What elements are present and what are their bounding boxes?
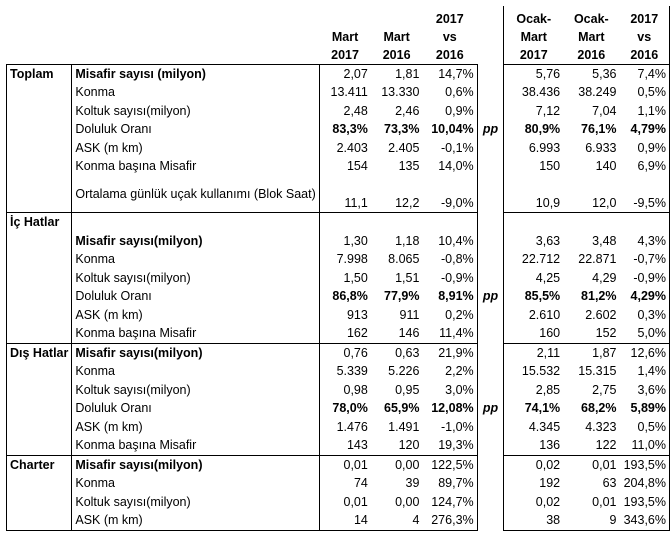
value-change-monthly: 12,08% [422, 399, 477, 418]
row-label: Doluluk Oranı [75, 122, 152, 137]
row-label: Misafir sayısı (milyon) [72, 64, 319, 83]
header-line: 2017 [630, 11, 659, 26]
value-mart-2017: 74 [319, 474, 371, 493]
header-mart-2016 [371, 6, 423, 64]
value-ocak-mart-2017: 38.436 [504, 83, 563, 102]
table-row [7, 269, 670, 288]
header-line: Mart [520, 29, 547, 44]
value-mart-2016: 0,00 [395, 494, 420, 509]
table-row [7, 511, 670, 530]
section-label: Toplam [7, 64, 72, 213]
header-line: 2017 [331, 47, 359, 62]
value-change-monthly [422, 213, 477, 232]
value-mart-2017: 14 [319, 511, 371, 530]
value-mart-2017: 1,50 [319, 269, 371, 288]
value-change-monthly: 10,4% [422, 232, 477, 251]
value-mart-2016: 135 [398, 159, 420, 174]
pp-unit: pp [482, 289, 499, 304]
table-row [7, 474, 670, 493]
value-change-quarter: 1,4% [620, 362, 670, 381]
row-label: Ortalama günlük uçak kullanımı (Blok Saat) [72, 176, 319, 213]
value-mart-2016: 77,9% [384, 289, 420, 304]
value-mart-2016: 120 [371, 436, 423, 455]
table-row [7, 139, 670, 158]
table-row [7, 250, 670, 269]
value-ocak-mart-2016: 2,75 [592, 382, 617, 397]
table-row [7, 324, 670, 343]
value-change-quarter: 3,6% [620, 381, 670, 400]
pp-unit [477, 474, 504, 493]
pp-unit [477, 250, 504, 269]
value-ocak-mart-2016: 22.871 [578, 252, 617, 267]
row-label: Koltuk sayısı(milyon) [75, 382, 191, 397]
pp-unit [477, 362, 504, 381]
header-line: vs [442, 29, 457, 44]
value-mart-2016: 1.491 [388, 419, 420, 434]
value-change-quarter: 5,0% [620, 324, 670, 343]
pp-unit [477, 343, 504, 362]
value-change-quarter: 0,5% [620, 418, 670, 437]
value-mart-2016: 2.405 [388, 140, 420, 155]
pp-unit: pp [482, 122, 499, 137]
value-change-monthly: -0,1% [422, 139, 477, 158]
value-mart-2017: 162 [319, 324, 371, 343]
value-change-monthly: 124,7% [422, 493, 477, 512]
pp-unit [477, 436, 504, 455]
value-mart-2017: 143 [319, 436, 371, 455]
table-row [7, 120, 670, 139]
value-ocak-mart-2016: 140 [595, 159, 617, 174]
header-line: 2017 [519, 47, 548, 62]
value-ocak-mart-2017: 4.345 [504, 418, 563, 437]
value-change-quarter: -9,5% [620, 176, 670, 213]
row-label: Koltuk sayısı(milyon) [75, 103, 191, 118]
row-label: Konma [75, 476, 115, 491]
value-change-quarter: 6,9% [620, 157, 670, 176]
value-ocak-mart-2016: 81,2% [581, 289, 617, 304]
pp-unit [477, 157, 504, 176]
table-row [7, 102, 670, 121]
table-row [7, 399, 670, 418]
value-change-monthly: 14,7% [422, 64, 477, 83]
table-row [7, 436, 670, 455]
pp-unit: pp [482, 401, 499, 416]
header-mart-2017 [319, 6, 371, 64]
value-ocak-mart-2016: 152 [563, 324, 619, 343]
value-ocak-mart-2017: 192 [504, 474, 563, 493]
header-line: 2016 [435, 47, 464, 62]
value-ocak-mart-2017: 38 [504, 511, 563, 530]
value-change-monthly: 21,9% [422, 343, 477, 362]
value-change-monthly: 14,0% [422, 157, 477, 176]
pp-unit [477, 232, 504, 251]
pp-unit [477, 64, 504, 83]
value-change-monthly: -0,8% [422, 250, 477, 269]
value-change-monthly: 11,4% [422, 324, 477, 343]
value-change-monthly: -0,9% [422, 269, 477, 288]
value-mart-2016: 1,18 [395, 233, 420, 248]
header-gap [477, 6, 504, 64]
value-mart-2017: 86,8% [319, 287, 371, 306]
value-change-monthly: -1,0% [422, 418, 477, 437]
value-mart-2017: 0,76 [319, 343, 371, 362]
header-line: 2016 [630, 47, 659, 62]
value-ocak-mart-2017: 2,11 [504, 343, 563, 362]
value-ocak-mart-2017: 3,63 [504, 232, 563, 251]
pp-unit [477, 269, 504, 288]
header-empty [7, 6, 72, 64]
pp-unit [477, 418, 504, 437]
table-row [7, 306, 670, 325]
value-mart-2017: 5.339 [319, 362, 371, 381]
value-mart-2017: 11,1 [319, 176, 371, 213]
value-ocak-mart-2017: 0,02 [504, 493, 563, 512]
value-mart-2017: 1,30 [319, 232, 371, 251]
value-ocak-mart-2017: 22.712 [504, 250, 563, 269]
value-ocak-mart-2016: 7,04 [592, 103, 617, 118]
value-ocak-mart-2017: 80,9% [504, 120, 563, 139]
value-change-quarter: 4,79% [620, 120, 670, 139]
row-label: ASK (m km) [75, 140, 143, 155]
row-label: Konma başına Misafir [72, 436, 319, 455]
row-label: Konma [75, 364, 115, 379]
pp-unit [477, 213, 504, 232]
header-ocak-mart-2017 [504, 6, 563, 64]
value-change-quarter: 5,89% [620, 399, 670, 418]
pp-unit [477, 176, 504, 213]
value-mart-2016: 2,46 [395, 103, 420, 118]
value-ocak-mart-2017 [504, 213, 563, 232]
value-change-quarter: 193,5% [620, 493, 670, 512]
value-change-monthly: 2,2% [422, 362, 477, 381]
value-mart-2017: 78,0% [319, 399, 371, 418]
row-label: ASK (m km) [72, 511, 319, 530]
value-ocak-mart-2016: 3,48 [592, 233, 617, 248]
value-mart-2016: 1,81 [371, 64, 423, 83]
table-row [7, 455, 670, 474]
value-change-quarter: 343,6% [620, 511, 670, 530]
header-line: Ocak- [573, 11, 609, 26]
value-ocak-mart-2016: 68,2% [581, 401, 617, 416]
value-change-monthly: 0,9% [422, 102, 477, 121]
table-row [7, 493, 670, 512]
pp-unit [477, 493, 504, 512]
value-ocak-mart-2017: 160 [504, 324, 563, 343]
row-label: Misafir sayısı(milyon) [72, 343, 319, 362]
value-change-quarter [620, 213, 670, 232]
value-ocak-mart-2017: 5,76 [504, 64, 563, 83]
value-ocak-mart-2016: 63 [602, 476, 617, 491]
value-mart-2016: 39 [405, 476, 420, 491]
value-change-monthly: 10,04% [422, 120, 477, 139]
value-ocak-mart-2016: 76,1% [581, 122, 617, 137]
value-mart-2017: 2,07 [319, 64, 371, 83]
value-mart-2017: 913 [319, 306, 371, 325]
header-line: Mart [331, 29, 359, 44]
value-change-monthly: 8,91% [422, 287, 477, 306]
header-vs-quarter [620, 6, 670, 64]
value-ocak-mart-2016: 4.323 [585, 419, 617, 434]
value-mart-2017: 154 [319, 157, 371, 176]
value-ocak-mart-2016: 0,01 [563, 455, 619, 474]
value-change-monthly: -9,0% [422, 176, 477, 213]
value-mart-2016: 5.226 [388, 364, 420, 379]
value-ocak-mart-2017: 2.610 [504, 306, 563, 325]
value-mart-2017: 83,3% [319, 120, 371, 139]
value-ocak-mart-2016: 12,0 [563, 176, 619, 213]
value-change-quarter: 0,5% [620, 83, 670, 102]
table-row [7, 232, 670, 251]
value-ocak-mart-2017: 2,85 [504, 381, 563, 400]
row-label [72, 213, 319, 232]
value-ocak-mart-2016: 0,01 [592, 494, 617, 509]
table-row [7, 381, 670, 400]
value-ocak-mart-2016: 1,87 [563, 343, 619, 362]
row-label: Koltuk sayısı(milyon) [75, 270, 191, 285]
value-change-monthly: 0,6% [422, 83, 477, 102]
value-ocak-mart-2017: 7,12 [504, 102, 563, 121]
traffic-statistics-table [6, 6, 670, 531]
value-mart-2016: 8.065 [388, 252, 420, 267]
value-mart-2016: 0,00 [371, 455, 423, 474]
row-label: Konma [75, 85, 115, 100]
value-mart-2017: 7.998 [319, 250, 371, 269]
value-ocak-mart-2016: 4,29 [592, 270, 617, 285]
header-line: 2016 [577, 47, 606, 62]
header-line: 2017 [435, 11, 464, 26]
row-label: Koltuk sayısı(milyon) [75, 494, 191, 509]
value-change-monthly: 276,3% [422, 511, 477, 530]
header-line: Ocak- [516, 11, 552, 26]
value-ocak-mart-2016: 6.933 [585, 140, 617, 155]
value-ocak-mart-2016: 9 [563, 511, 619, 530]
value-change-quarter: 12,6% [620, 343, 670, 362]
value-ocak-mart-2017: 150 [504, 157, 563, 176]
value-mart-2016 [371, 213, 423, 232]
value-ocak-mart-2016: 38.249 [578, 85, 617, 100]
table-row [7, 83, 670, 102]
value-ocak-mart-2017: 136 [504, 436, 563, 455]
pp-unit [477, 83, 504, 102]
table-row [7, 287, 670, 306]
pp-unit [477, 306, 504, 325]
value-mart-2017: 0,01 [319, 493, 371, 512]
value-change-quarter: 11,0% [620, 436, 670, 455]
row-label: ASK (m km) [75, 307, 143, 322]
table-row [7, 418, 670, 437]
pp-unit [477, 511, 504, 530]
header-row [7, 6, 670, 64]
value-change-monthly: 19,3% [422, 436, 477, 455]
value-change-quarter: -0,9% [620, 269, 670, 288]
table-row [7, 343, 670, 362]
value-ocak-mart-2016: 2.602 [585, 307, 617, 322]
value-change-monthly: 3,0% [422, 381, 477, 400]
section-label: İç Hatlar [7, 213, 72, 344]
value-mart-2016: 4 [371, 511, 423, 530]
section-label: Charter [7, 455, 72, 530]
row-label: Misafir sayısı(milyon) [72, 455, 319, 474]
value-mart-2017: 13.411 [319, 83, 371, 102]
value-change-quarter: 7,4% [620, 64, 670, 83]
value-mart-2017: 1.476 [319, 418, 371, 437]
spacer-row [7, 213, 670, 232]
value-ocak-mart-2017: 85,5% [504, 287, 563, 306]
value-mart-2016: 146 [371, 324, 423, 343]
value-change-quarter: 1,1% [620, 102, 670, 121]
value-mart-2017: 2.403 [319, 139, 371, 158]
value-ocak-mart-2017: 74,1% [504, 399, 563, 418]
value-ocak-mart-2017: 6.993 [504, 139, 563, 158]
value-mart-2017: 2,48 [319, 102, 371, 121]
value-change-monthly: 0,2% [422, 306, 477, 325]
value-change-quarter: 0,9% [620, 139, 670, 158]
value-change-quarter: 193,5% [620, 455, 670, 474]
table-row [7, 64, 670, 83]
pp-unit [477, 381, 504, 400]
value-mart-2016: 12,2 [371, 176, 423, 213]
value-ocak-mart-2017: 10,9 [504, 176, 563, 213]
value-change-quarter: 4,3% [620, 232, 670, 251]
value-ocak-mart-2016: 5,36 [563, 64, 619, 83]
value-mart-2017: 0,98 [319, 381, 371, 400]
table-row [7, 176, 670, 213]
value-change-quarter: 0,3% [620, 306, 670, 325]
pp-unit [477, 139, 504, 158]
table-row [7, 157, 670, 176]
value-change-quarter: 204,8% [620, 474, 670, 493]
value-ocak-mart-2016: 122 [563, 436, 619, 455]
value-change-quarter: -0,7% [620, 250, 670, 269]
header-vs-monthly [422, 6, 477, 64]
value-ocak-mart-2016 [563, 213, 619, 232]
table-row [7, 362, 670, 381]
row-label: ASK (m km) [75, 419, 143, 434]
value-change-monthly: 89,7% [422, 474, 477, 493]
header-ocak-mart-2016 [563, 6, 619, 64]
pp-unit [477, 102, 504, 121]
value-mart-2016: 911 [399, 307, 420, 322]
row-label: Konma başına Misafir [72, 324, 319, 343]
value-ocak-mart-2017: 4,25 [504, 269, 563, 288]
value-mart-2016: 73,3% [384, 122, 420, 137]
value-ocak-mart-2016: 15.315 [578, 364, 617, 379]
value-mart-2016: 0,63 [371, 343, 423, 362]
value-mart-2017 [319, 213, 371, 232]
row-label: Doluluk Oranı [75, 401, 152, 416]
value-mart-2017: 0,01 [319, 455, 371, 474]
section-label: Dış Hatlar [7, 343, 72, 455]
header-empty [72, 6, 319, 64]
header-line: 2016 [382, 47, 411, 62]
value-change-quarter: 4,29% [620, 287, 670, 306]
row-label: Konma başına Misafir [75, 159, 197, 174]
row-label: Doluluk Oranı [75, 289, 152, 304]
pp-unit [477, 455, 504, 474]
value-ocak-mart-2017: 15.532 [504, 362, 563, 381]
header-line: vs [637, 29, 652, 44]
header-line: Mart [383, 29, 410, 44]
header-line: Mart [578, 29, 605, 44]
value-mart-2016: 1,51 [395, 270, 420, 285]
value-ocak-mart-2017: 0,02 [504, 455, 563, 474]
row-label: Konma [75, 252, 115, 267]
row-label: Misafir sayısı(milyon) [75, 233, 203, 248]
value-mart-2016: 0,95 [395, 382, 420, 397]
value-mart-2016: 13.330 [381, 85, 420, 100]
pp-unit [477, 324, 504, 343]
value-mart-2016: 65,9% [384, 401, 420, 416]
value-change-monthly: 122,5% [422, 455, 477, 474]
